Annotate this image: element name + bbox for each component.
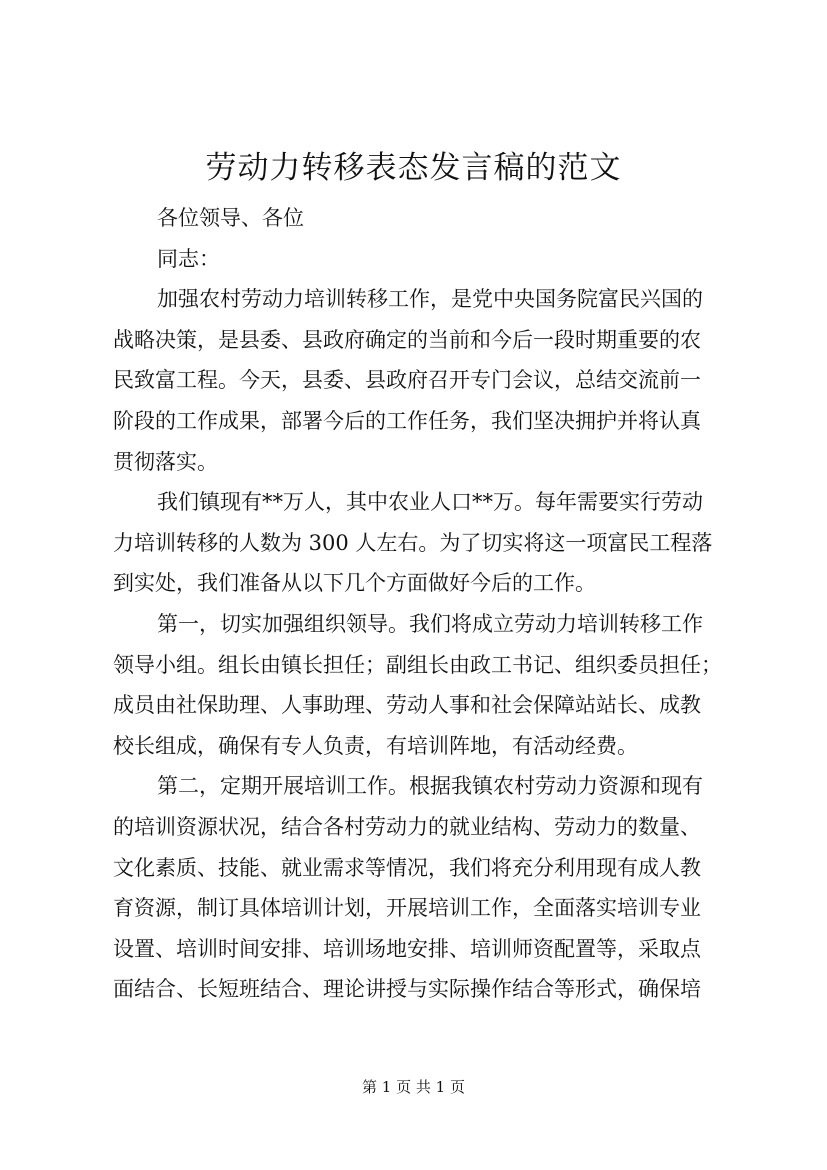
paragraph-line: 面结合、长短班结合、理论讲授与实际操作结合等形式，确保培 bbox=[113, 977, 701, 1002]
paragraph-line: 战略决策，是县委、县政府确定的当前和今后一段时期重要的农 bbox=[113, 327, 701, 352]
paragraph-line: 第一，切实加强组织领导。我们将成立劳动力培训转移工作 bbox=[157, 611, 703, 636]
paragraph-line: 民致富工程。今天，县委、县政府召开专门会议，总结交流前一 bbox=[113, 368, 701, 393]
paragraph-line: 设置、培训时间安排、培训场地安排、培训师资配置等，采取点 bbox=[113, 936, 701, 961]
paragraph-line: 校长组成，确保有专人负责，有培训阵地，有活动经费。 bbox=[113, 733, 638, 758]
document-title: 劳动力转移表态发言稿的范文 bbox=[205, 150, 622, 186]
paragraph-line: 到实处，我们准备从以下几个方面做好今后的工作。 bbox=[113, 571, 596, 596]
paragraph-line: 育资源，制订具体培训计划，开展培训工作，全面落实培训专业 bbox=[113, 896, 701, 921]
paragraph-line: 成员由社保助理、人事助理、劳动人事和社会保障站站长、成教 bbox=[113, 693, 701, 718]
salutation-line: 同志： bbox=[157, 246, 220, 271]
paragraph-line: 的培训资源状况，结合各村劳动力的就业结构、劳动力的数量、 bbox=[113, 814, 701, 839]
paragraph-line: 加强农村劳动力培训转移工作，是党中央国务院富民兴国的 bbox=[157, 287, 703, 312]
paragraph-line: 阶段的工作成果，部署今后的工作任务，我们坚决拥护并将认真 bbox=[113, 408, 701, 433]
paragraph-line: 文化素质、技能、就业需求等情况，我们将充分利用现有成人教 bbox=[113, 855, 701, 880]
paragraph-line: 贯彻落实。 bbox=[113, 449, 218, 474]
paragraph-line: 第二，定期开展培训工作。根据我镇农村劳动力资源和现有 bbox=[157, 774, 703, 799]
page-number-footer: 第 1 页 共 1 页 bbox=[362, 1078, 465, 1096]
document-body bbox=[113, 198, 723, 1010]
paragraph-line: 领导小组。组长由镇长担任；副组长由政工书记、组织委员担任； bbox=[113, 652, 722, 677]
paragraph-line: 力培训转移的人数为 300 人左右。为了切实将这一项富民工程落 bbox=[113, 530, 713, 555]
paragraph-line: 我们镇现有**万人，其中农业人口**万。每年需要实行劳动 bbox=[157, 490, 703, 515]
salutation-line: 各位领导、各位 bbox=[157, 206, 304, 230]
